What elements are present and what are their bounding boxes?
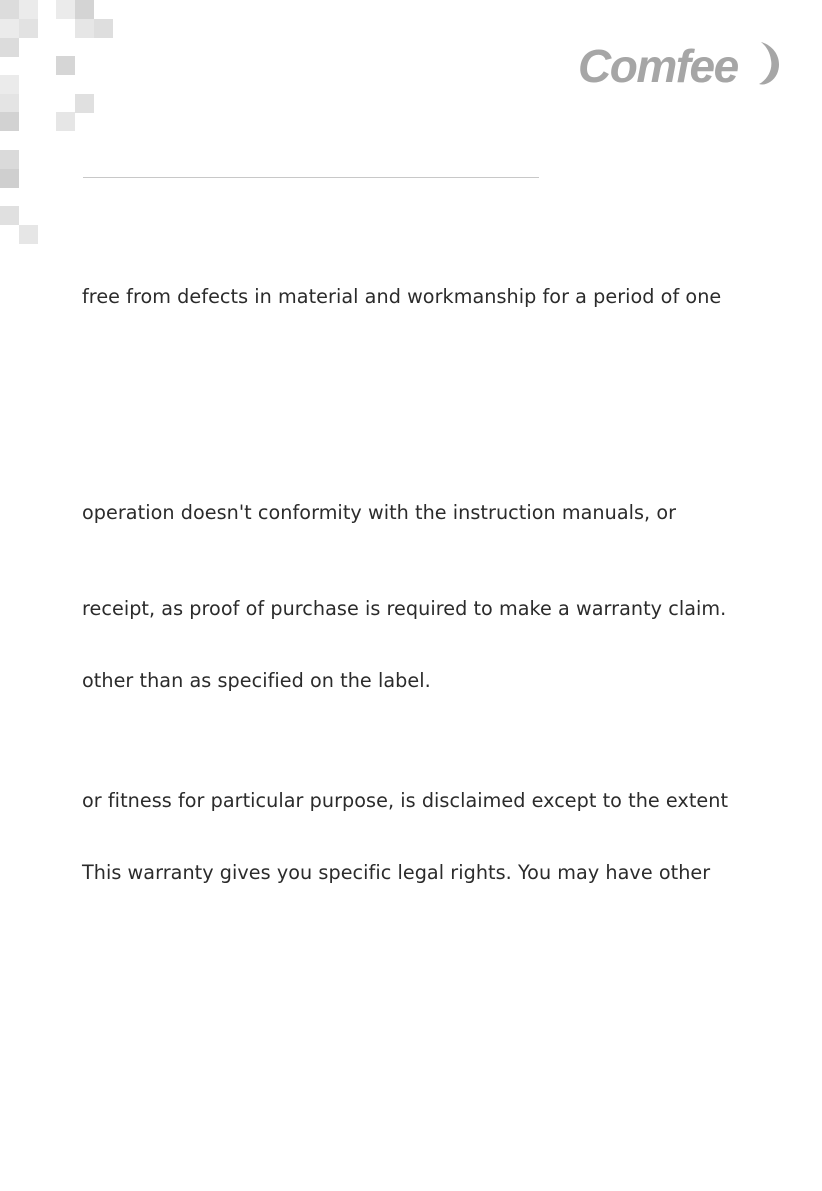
pixel-square: [56, 56, 75, 75]
pixel-square: [56, 0, 75, 19]
pixel-square: [19, 225, 38, 244]
pixel-square: [0, 150, 19, 169]
pixel-square: [0, 169, 19, 188]
body-text-line: operation doesn't conformity with the instruction manuals, or: [82, 501, 677, 524]
pixel-square: [75, 94, 94, 113]
body-text-line: receipt, as proof of purchase is required to make a warranty claim.: [82, 597, 727, 620]
pixel-square: [0, 38, 19, 57]
comfee-logo: [574, 38, 788, 94]
pixel-square: [75, 0, 94, 19]
logo-swoosh-icon: [757, 40, 783, 86]
pixel-square: [0, 206, 19, 225]
body-text-line: other than as specified on the label.: [82, 669, 431, 692]
pixel-square: [0, 19, 19, 38]
pixel-square: [0, 75, 19, 94]
pixel-square: [56, 112, 75, 131]
pixel-square: [0, 112, 19, 131]
pixel-square: [0, 0, 19, 19]
header-divider: [83, 177, 539, 178]
body-text-line: free from defects in material and workmanship for a period of one: [82, 285, 722, 308]
pixel-square: [19, 0, 38, 19]
pixel-square: [19, 19, 38, 38]
pixel-square: [94, 19, 113, 38]
logo-wordmark: Comfee: [578, 40, 738, 92]
pixel-square: [0, 94, 19, 113]
body-text-line: This warranty gives you specific legal rights. You may have other: [82, 861, 711, 884]
pixel-square: [75, 19, 94, 38]
body-text-line: or fitness for particular purpose, is disclaimed except to the extent: [82, 789, 729, 812]
